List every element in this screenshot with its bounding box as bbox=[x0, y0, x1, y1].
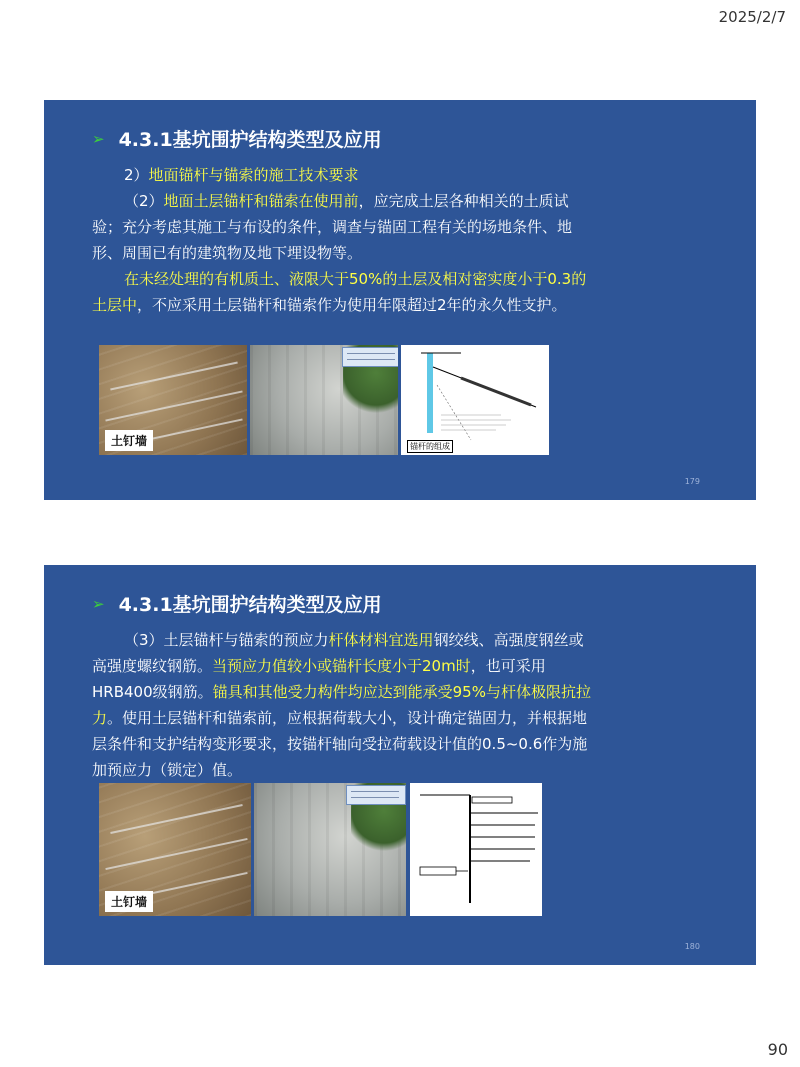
page-number: 90 bbox=[767, 1040, 788, 1059]
slide-number: 179 bbox=[684, 477, 700, 486]
soil-nail-wall-photo bbox=[99, 345, 247, 455]
paragraph-text: ，应完成土层各种相关的土质试验；充分考虑其施工与布设的条件，调查与锚固工程有关的场地条件、地形、周围已有的建筑物及地下埋设物等。 bbox=[92, 192, 573, 262]
arrow-bullet-icon: ➢ bbox=[92, 594, 105, 613]
document-date: 2025/2/7 bbox=[718, 8, 786, 26]
soil-nail-section-diagram bbox=[410, 783, 542, 916]
highlight-text: 当预应力值较小或锚杆长度小于20m时 bbox=[212, 657, 471, 675]
photo-caption: 土钉墙 bbox=[105, 430, 153, 451]
paragraph-restriction bbox=[92, 266, 592, 318]
paragraph-text: ，也可采用HRB400级钢筋。 bbox=[92, 657, 546, 701]
photo-callout bbox=[346, 785, 406, 805]
paragraph-prefix: 2） bbox=[124, 166, 149, 184]
highlight-text: 在未经处理的有机质土、液限大于50%的土层及相对密实度小于0.3的土层中 bbox=[92, 270, 587, 314]
anchored-wall-photo bbox=[254, 783, 406, 916]
slide-title bbox=[92, 125, 382, 152]
slide-179 bbox=[44, 100, 756, 500]
paragraph-text: 钢绞线、高强度钢丝或高强度螺纹钢筋。 bbox=[92, 631, 584, 675]
slide-number: 180 bbox=[684, 942, 700, 951]
slide-title bbox=[92, 590, 382, 617]
paragraph-prestress bbox=[92, 627, 592, 783]
paragraph-text: ，不应采用土层锚杆和锚索作为使用年限超过2年的永久性支护。 bbox=[137, 296, 567, 314]
paragraph-prefix: （2） bbox=[124, 192, 164, 210]
paragraph-text: 。使用土层锚杆和锚索前，应根据荷载大小，设计确定锚固力，并根据地层条件和支护结构变形要求，按锚杆轴向受拉荷载设计值的0.5~0.6作为施加预应力（锁定）值。 bbox=[92, 709, 588, 779]
arrow-bullet-icon: ➢ bbox=[92, 129, 105, 148]
paragraph-requirements bbox=[92, 188, 592, 266]
anchor-diagram-svg bbox=[401, 345, 549, 455]
highlight-text: 地面锚杆与锚索的施工技术要求 bbox=[148, 166, 359, 184]
highlight-text: 地面土层锚杆和锚索在使用前 bbox=[163, 192, 359, 210]
slide-180 bbox=[44, 565, 756, 965]
photo-caption: 土钉墙 bbox=[105, 891, 153, 912]
paragraph-text: （3）土层锚杆与锚索的预应力 bbox=[124, 631, 329, 649]
anchored-wall-photo bbox=[250, 345, 398, 455]
soil-nail-wall-photo bbox=[99, 783, 251, 916]
paragraph-heading bbox=[92, 162, 592, 188]
highlight-text: 杆体材料宜选用 bbox=[328, 631, 434, 649]
diagram-caption: 锚杆的组成 bbox=[407, 440, 453, 453]
highlight-text: 锚具和其他受力构件均应达到能承受95%与杆体极限抗拉力 bbox=[92, 683, 591, 727]
photo-callout bbox=[342, 347, 398, 367]
anchor-composition-diagram bbox=[401, 345, 549, 455]
slide-body bbox=[92, 627, 592, 783]
slide-title-text: 4.3.1基坑围护结构类型及应用 bbox=[118, 129, 382, 151]
section-diagram-svg bbox=[410, 783, 542, 916]
slide-title-text: 4.3.1基坑围护结构类型及应用 bbox=[118, 594, 382, 616]
slide-body bbox=[92, 162, 592, 318]
